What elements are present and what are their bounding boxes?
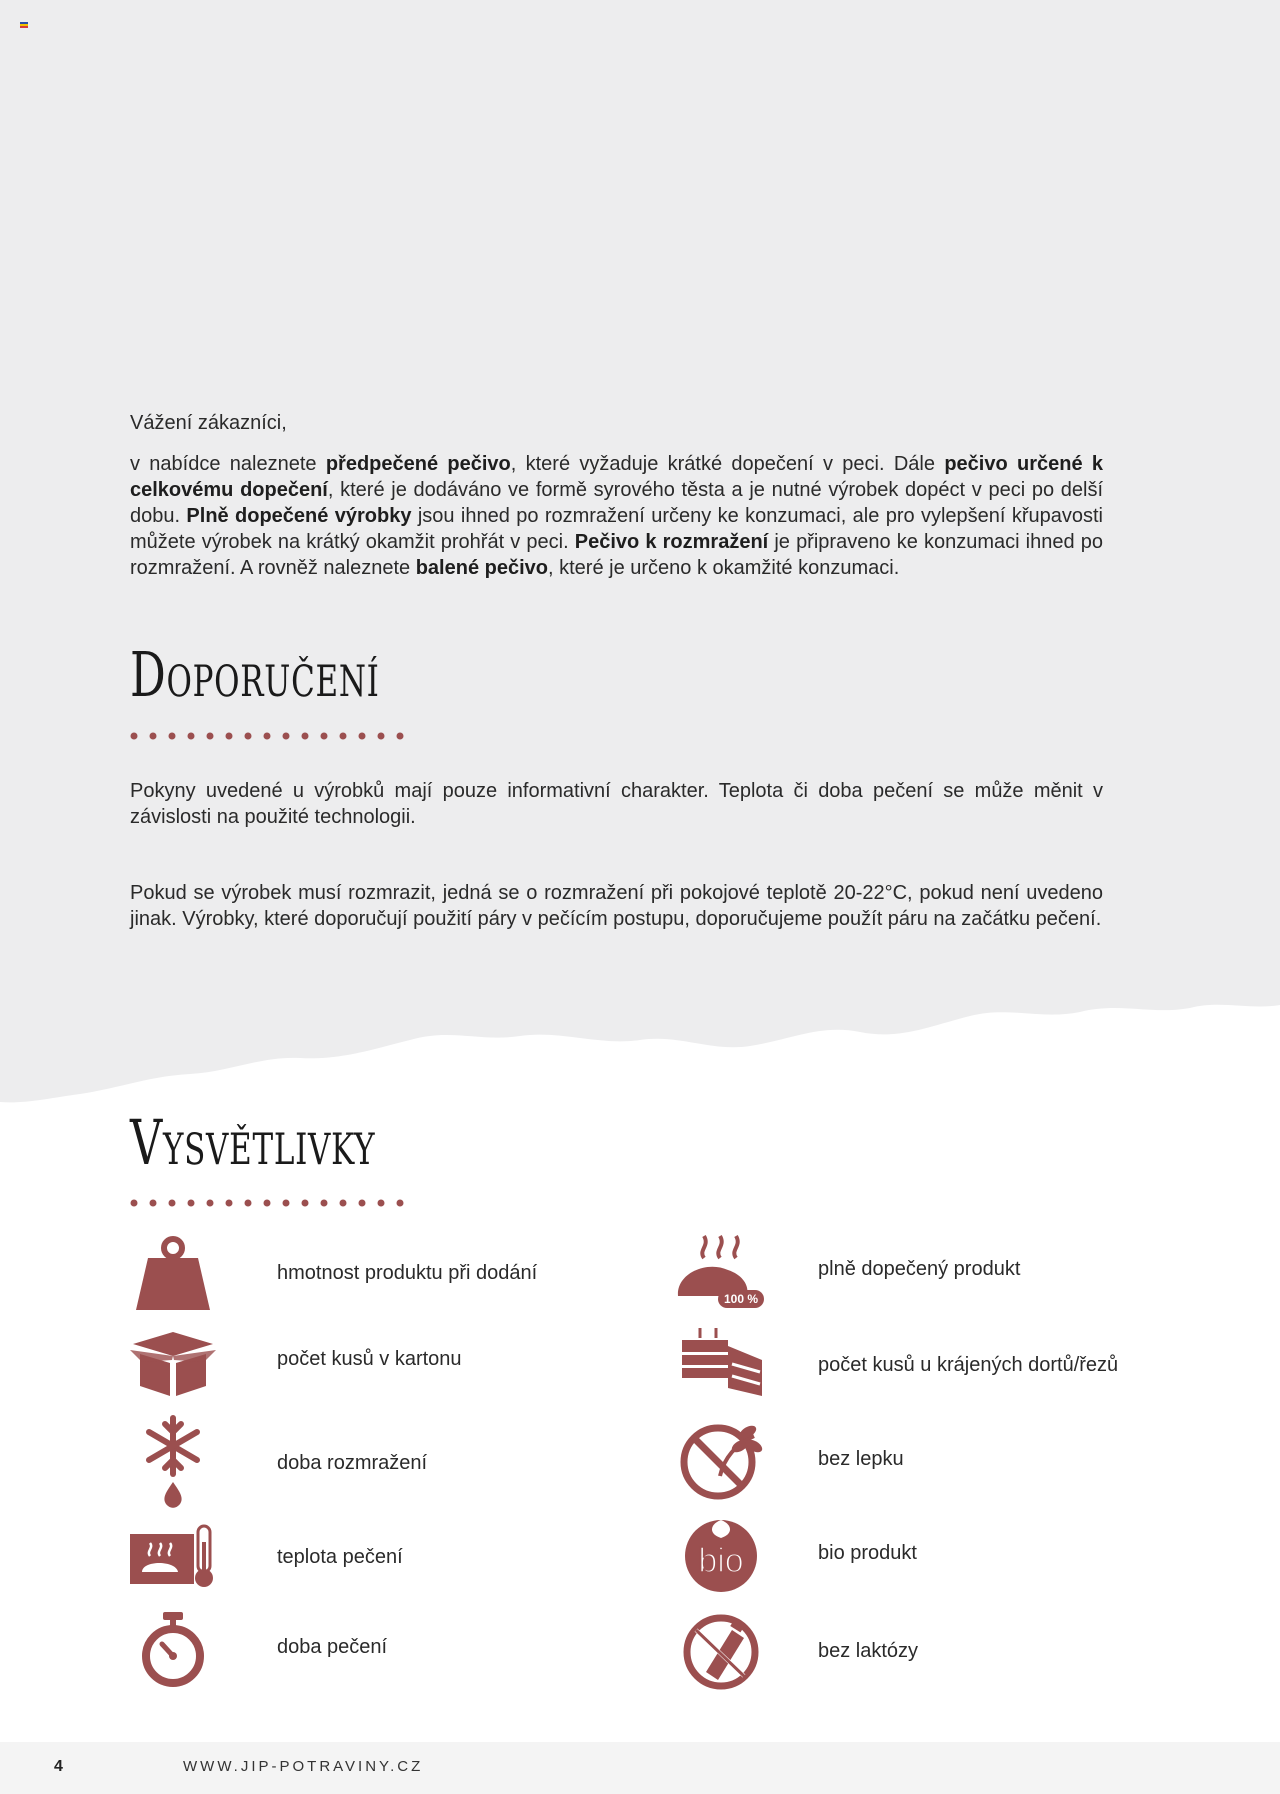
- legend-label: doba pečení: [277, 1636, 388, 1658]
- legend-label: bio produkt: [818, 1542, 917, 1564]
- box-icon: [128, 1320, 218, 1410]
- sliced-cake-icon: [676, 1326, 766, 1416]
- legend-label: počet kusů v kartonu: [277, 1348, 462, 1370]
- weight-icon: [128, 1232, 218, 1322]
- fully-baked-bread-icon: [676, 1230, 766, 1320]
- legend-label: plně dopečený produkt: [818, 1258, 1021, 1280]
- legend-label: počet kusů u krájených dortů/řezů: [818, 1354, 1119, 1376]
- page-number: 4: [54, 1758, 63, 1775]
- language-flag-icon[interactable]: [20, 22, 28, 28]
- legend-label: hmotnost produktu při dodání: [277, 1262, 538, 1284]
- badge-100: 100 %: [723, 1292, 759, 1306]
- recommendation-text-2: Pokud se výrobek musí rozmrazit, jedná se o rozmražení při pokojové teplotě 20-22°C, pokud není uvedeno jinak. Výrobky, které doporučují použití páry v pečícím postupu, doporučujeme použít páru na začátku pečení.: [130, 882, 1103, 930]
- lactose-free-icon: [676, 1606, 766, 1696]
- intro-paragraph: v nabídce naleznete předpečené pečivo, které vyžaduje krátké dopečení v peci. Dále pečivo určené k celkovému dopečení, které je dodáváno ve formě syrového těsta a je nutné výrobek dopéct v peci po delší dobu. Plně dopečené výrobky jsou ihned po rozmražení určeny ke konzumaci, ale pro vylepšení křupavosti můžete výrobek na krátký okamžit prohřát v peci. Pečivo k rozmražení je připraveno ke konzumaci ihned po rozmražení. A rovněž naleznete balené pečivo, které je určeno k okamžité konzumaci.: [130, 453, 1103, 579]
- dotted-underline: [130, 1199, 410, 1207]
- recommendation-text-1: Pokyny uvedené u výrobků mají pouze informativní charakter. Teplota či doba pečení se může měnit v závislosti na použité technologii.: [130, 780, 1103, 828]
- gluten-free-icon: [676, 1416, 766, 1506]
- recommendation-heading: Doporučení: [130, 638, 380, 711]
- bio-icon: [676, 1510, 766, 1600]
- legend-label: bez laktózy: [818, 1640, 919, 1662]
- legend-label: teplota pečení: [277, 1546, 403, 1568]
- legend-label: doba rozmražení: [277, 1452, 428, 1474]
- stopwatch-icon: [128, 1606, 218, 1696]
- greeting: Vážení zákazníci,: [130, 412, 287, 434]
- website-link[interactable]: WWW.JIP-POTRAVINY.CZ: [183, 1758, 424, 1775]
- oven-thermometer-icon: [128, 1516, 218, 1606]
- snowflake-drop-icon: [128, 1412, 218, 1512]
- legend-heading: Vysvětlivky: [130, 1106, 376, 1179]
- bio-badge: bio: [698, 1542, 744, 1580]
- dotted-underline: [130, 732, 410, 740]
- legend-label: bez lepku: [818, 1448, 904, 1470]
